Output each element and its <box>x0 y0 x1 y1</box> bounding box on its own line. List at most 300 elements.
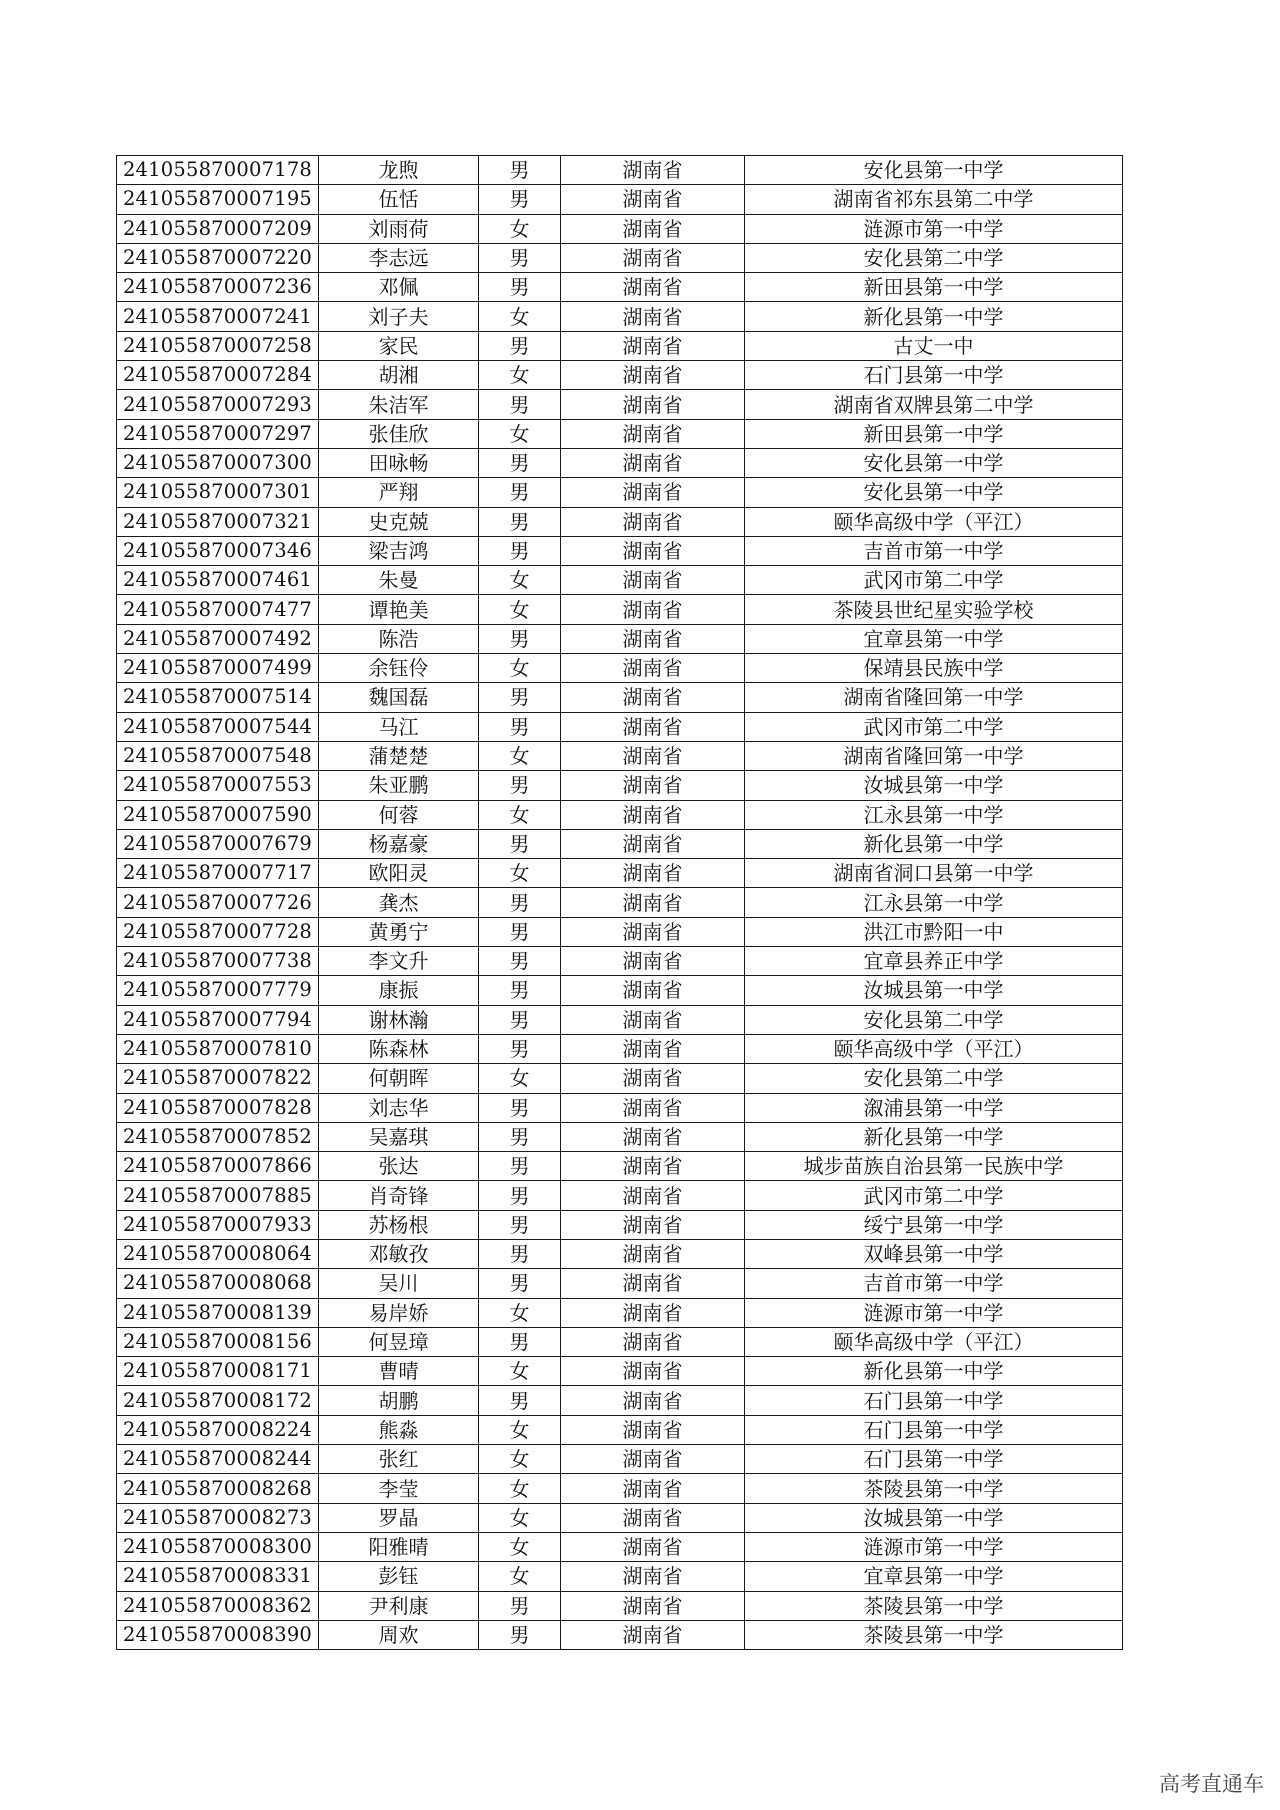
exam-id-cell: 241055870008171 <box>117 1357 319 1386</box>
exam-id-cell: 241055870008273 <box>117 1503 319 1532</box>
student-roster-table <box>116 155 1123 1650</box>
exam-id-cell: 241055870007477 <box>117 595 319 624</box>
table-row <box>117 536 1123 565</box>
table-row <box>117 1532 1123 1561</box>
school-cell: 茶陵县第一中学 <box>745 1620 1123 1649</box>
name-cell: 何昱璋 <box>319 1327 479 1356</box>
gender-cell: 男 <box>479 507 561 536</box>
gender-cell: 男 <box>479 1386 561 1415</box>
gender-cell: 男 <box>479 1152 561 1181</box>
name-cell: 易岸娇 <box>319 1298 479 1327</box>
province-cell: 湖南省 <box>561 1357 745 1386</box>
exam-id-cell: 241055870007284 <box>117 361 319 390</box>
province-cell: 湖南省 <box>561 771 745 800</box>
province-cell: 湖南省 <box>561 1005 745 1034</box>
gender-cell: 男 <box>479 273 561 302</box>
gender-cell: 女 <box>479 566 561 595</box>
school-cell: 城步苗族自治县第一民族中学 <box>745 1152 1123 1181</box>
school-cell: 新化县第一中学 <box>745 1357 1123 1386</box>
gender-cell: 男 <box>479 156 561 185</box>
gender-cell: 男 <box>479 1239 561 1268</box>
school-cell: 涟源市第一中学 <box>745 1298 1123 1327</box>
name-cell: 吴川 <box>319 1269 479 1298</box>
school-cell: 颐华高级中学（平江） <box>745 1327 1123 1356</box>
exam-id-cell: 241055870007300 <box>117 448 319 477</box>
gender-cell: 男 <box>479 712 561 741</box>
province-cell: 湖南省 <box>561 1562 745 1591</box>
gender-cell: 女 <box>479 1415 561 1444</box>
exam-id-cell: 241055870007544 <box>117 712 319 741</box>
exam-id-cell: 241055870007794 <box>117 1005 319 1034</box>
province-cell: 湖南省 <box>561 536 745 565</box>
school-cell: 宜章县第一中学 <box>745 624 1123 653</box>
province-cell: 湖南省 <box>561 1034 745 1063</box>
table-row <box>117 1152 1123 1181</box>
name-cell: 朱亚鹏 <box>319 771 479 800</box>
exam-id-cell: 241055870008064 <box>117 1239 319 1268</box>
province-cell: 湖南省 <box>561 478 745 507</box>
table-row <box>117 302 1123 331</box>
table-row <box>117 741 1123 770</box>
name-cell: 陈森林 <box>319 1034 479 1063</box>
gender-cell: 女 <box>479 419 561 448</box>
name-cell: 康振 <box>319 976 479 1005</box>
school-cell: 江永县第一中学 <box>745 888 1123 917</box>
school-cell: 湖南省双牌县第二中学 <box>745 390 1123 419</box>
name-cell: 李志远 <box>319 243 479 272</box>
table-row <box>117 331 1123 360</box>
province-cell: 湖南省 <box>561 976 745 1005</box>
province-cell: 湖南省 <box>561 1122 745 1151</box>
province-cell: 湖南省 <box>561 595 745 624</box>
table-row <box>117 976 1123 1005</box>
table-row <box>117 1591 1123 1620</box>
gender-cell: 男 <box>479 624 561 653</box>
gender-cell: 男 <box>479 390 561 419</box>
school-cell: 安化县第一中学 <box>745 156 1123 185</box>
table-row <box>117 1298 1123 1327</box>
gender-cell: 男 <box>479 1005 561 1034</box>
table-row <box>117 1181 1123 1210</box>
table-row <box>117 712 1123 741</box>
watermark-text: 高考直通车 <box>1159 1772 1264 1796</box>
table-row <box>117 800 1123 829</box>
province-cell: 湖南省 <box>561 1181 745 1210</box>
exam-id-cell: 241055870007779 <box>117 976 319 1005</box>
name-cell: 谭艳美 <box>319 595 479 624</box>
table-row <box>117 1357 1123 1386</box>
table-row <box>117 156 1123 185</box>
school-cell: 安化县第一中学 <box>745 478 1123 507</box>
gender-cell: 男 <box>479 1093 561 1122</box>
gender-cell: 男 <box>479 947 561 976</box>
gender-cell: 女 <box>479 1064 561 1093</box>
table-row <box>117 214 1123 243</box>
name-cell: 陈浩 <box>319 624 479 653</box>
school-cell: 涟源市第一中学 <box>745 214 1123 243</box>
table-row <box>117 829 1123 858</box>
name-cell: 李莹 <box>319 1474 479 1503</box>
exam-id-cell: 241055870007726 <box>117 888 319 917</box>
name-cell: 张佳欣 <box>319 419 479 448</box>
exam-id-cell: 241055870007236 <box>117 273 319 302</box>
province-cell: 湖南省 <box>561 712 745 741</box>
exam-id-cell: 241055870007852 <box>117 1122 319 1151</box>
gender-cell: 男 <box>479 683 561 712</box>
province-cell: 湖南省 <box>561 1503 745 1532</box>
province-cell: 湖南省 <box>561 1591 745 1620</box>
province-cell: 湖南省 <box>561 507 745 536</box>
gender-cell: 男 <box>479 448 561 477</box>
gender-cell: 男 <box>479 1327 561 1356</box>
province-cell: 湖南省 <box>561 1239 745 1268</box>
name-cell: 家民 <box>319 331 479 360</box>
name-cell: 何朝晖 <box>319 1064 479 1093</box>
name-cell: 杨嘉豪 <box>319 829 479 858</box>
province-cell: 湖南省 <box>561 1532 745 1561</box>
exam-id-cell: 241055870007209 <box>117 214 319 243</box>
province-cell: 湖南省 <box>561 302 745 331</box>
table-row <box>117 185 1123 214</box>
table-row <box>117 1327 1123 1356</box>
table-row <box>117 947 1123 976</box>
gender-cell: 女 <box>479 1357 561 1386</box>
table-row <box>117 595 1123 624</box>
name-cell: 伍恬 <box>319 185 479 214</box>
exam-id-cell: 241055870007885 <box>117 1181 319 1210</box>
exam-id-cell: 241055870007492 <box>117 624 319 653</box>
province-cell: 湖南省 <box>561 1064 745 1093</box>
province-cell: 湖南省 <box>561 624 745 653</box>
province-cell: 湖南省 <box>561 888 745 917</box>
name-cell: 肖奇锋 <box>319 1181 479 1210</box>
table-row <box>117 243 1123 272</box>
table-row <box>117 1562 1123 1591</box>
gender-cell: 女 <box>479 1445 561 1474</box>
province-cell: 湖南省 <box>561 566 745 595</box>
school-cell: 颐华高级中学（平江） <box>745 1034 1123 1063</box>
name-cell: 彭钰 <box>319 1562 479 1591</box>
name-cell: 张达 <box>319 1152 479 1181</box>
province-cell: 湖南省 <box>561 1415 745 1444</box>
exam-id-cell: 241055870007297 <box>117 419 319 448</box>
school-cell: 汝城县第一中学 <box>745 1503 1123 1532</box>
gender-cell: 男 <box>479 478 561 507</box>
name-cell: 阳雅晴 <box>319 1532 479 1561</box>
school-cell: 安化县第二中学 <box>745 243 1123 272</box>
province-cell: 湖南省 <box>561 1474 745 1503</box>
school-cell: 宜章县养正中学 <box>745 947 1123 976</box>
school-cell: 双峰县第一中学 <box>745 1239 1123 1268</box>
name-cell: 余钰伶 <box>319 654 479 683</box>
gender-cell: 男 <box>479 1122 561 1151</box>
province-cell: 湖南省 <box>561 654 745 683</box>
name-cell: 何蓉 <box>319 800 479 829</box>
school-cell: 茶陵县第一中学 <box>745 1591 1123 1620</box>
school-cell: 新化县第一中学 <box>745 1122 1123 1151</box>
gender-cell: 男 <box>479 536 561 565</box>
school-cell: 绥宁县第一中学 <box>745 1210 1123 1239</box>
name-cell: 邓佩 <box>319 273 479 302</box>
table-row <box>117 771 1123 800</box>
gender-cell: 女 <box>479 302 561 331</box>
gender-cell: 男 <box>479 1591 561 1620</box>
table-row <box>117 1269 1123 1298</box>
name-cell: 刘志华 <box>319 1093 479 1122</box>
gender-cell: 女 <box>479 1298 561 1327</box>
gender-cell: 男 <box>479 829 561 858</box>
exam-id-cell: 241055870007461 <box>117 566 319 595</box>
name-cell: 朱洁军 <box>319 390 479 419</box>
province-cell: 湖南省 <box>561 1620 745 1649</box>
school-cell: 安化县第一中学 <box>745 448 1123 477</box>
table-row <box>117 1445 1123 1474</box>
table-row <box>117 566 1123 595</box>
gender-cell: 男 <box>479 243 561 272</box>
name-cell: 熊淼 <box>319 1415 479 1444</box>
province-cell: 湖南省 <box>561 1210 745 1239</box>
province-cell: 湖南省 <box>561 1386 745 1415</box>
table-row <box>117 507 1123 536</box>
gender-cell: 男 <box>479 331 561 360</box>
school-cell: 颐华高级中学（平江） <box>745 507 1123 536</box>
name-cell: 周欢 <box>319 1620 479 1649</box>
gender-cell: 女 <box>479 859 561 888</box>
name-cell: 蒲楚楚 <box>319 741 479 770</box>
exam-id-cell: 241055870007548 <box>117 741 319 770</box>
exam-id-cell: 241055870007321 <box>117 507 319 536</box>
exam-id-cell: 241055870007728 <box>117 917 319 946</box>
name-cell: 刘雨荷 <box>319 214 479 243</box>
school-cell: 石门县第一中学 <box>745 1445 1123 1474</box>
exam-id-cell: 241055870007866 <box>117 1152 319 1181</box>
gender-cell: 女 <box>479 1503 561 1532</box>
province-cell: 湖南省 <box>561 859 745 888</box>
school-cell: 汝城县第一中学 <box>745 771 1123 800</box>
name-cell: 苏杨根 <box>319 1210 479 1239</box>
exam-id-cell: 241055870007553 <box>117 771 319 800</box>
exam-id-cell: 241055870007220 <box>117 243 319 272</box>
province-cell: 湖南省 <box>561 273 745 302</box>
name-cell: 马江 <box>319 712 479 741</box>
school-cell: 安化县第二中学 <box>745 1064 1123 1093</box>
name-cell: 梁吉鸿 <box>319 536 479 565</box>
school-cell: 武冈市第二中学 <box>745 712 1123 741</box>
school-cell: 新化县第一中学 <box>745 302 1123 331</box>
table-row <box>117 448 1123 477</box>
school-cell: 武冈市第二中学 <box>745 566 1123 595</box>
exam-id-cell: 241055870007933 <box>117 1210 319 1239</box>
name-cell: 吴嘉琪 <box>319 1122 479 1151</box>
name-cell: 尹利康 <box>319 1591 479 1620</box>
province-cell: 湖南省 <box>561 243 745 272</box>
school-cell: 江永县第一中学 <box>745 800 1123 829</box>
table-row <box>117 1620 1123 1649</box>
table-row <box>117 478 1123 507</box>
exam-id-cell: 241055870008390 <box>117 1620 319 1649</box>
school-cell: 湖南省隆回第一中学 <box>745 741 1123 770</box>
name-cell: 张红 <box>319 1445 479 1474</box>
exam-id-cell: 241055870007258 <box>117 331 319 360</box>
exam-id-cell: 241055870008139 <box>117 1298 319 1327</box>
gender-cell: 男 <box>479 1269 561 1298</box>
table-row <box>117 1122 1123 1151</box>
school-cell: 新田县第一中学 <box>745 273 1123 302</box>
gender-cell: 女 <box>479 595 561 624</box>
table-row <box>117 1415 1123 1444</box>
province-cell: 湖南省 <box>561 214 745 243</box>
gender-cell: 男 <box>479 888 561 917</box>
name-cell: 邓敏孜 <box>319 1239 479 1268</box>
name-cell: 田咏畅 <box>319 448 479 477</box>
gender-cell: 女 <box>479 1562 561 1591</box>
school-cell: 宜章县第一中学 <box>745 1562 1123 1591</box>
table-row <box>117 859 1123 888</box>
province-cell: 湖南省 <box>561 419 745 448</box>
gender-cell: 男 <box>479 1181 561 1210</box>
table-row <box>117 361 1123 390</box>
table-row <box>117 1503 1123 1532</box>
gender-cell: 女 <box>479 1532 561 1561</box>
school-cell: 武冈市第二中学 <box>745 1181 1123 1210</box>
exam-id-cell: 241055870008331 <box>117 1562 319 1591</box>
province-cell: 湖南省 <box>561 1445 745 1474</box>
name-cell: 史克兢 <box>319 507 479 536</box>
name-cell: 魏国磊 <box>319 683 479 712</box>
name-cell: 欧阳灵 <box>319 859 479 888</box>
table-row <box>117 624 1123 653</box>
school-cell: 吉首市第一中学 <box>745 536 1123 565</box>
gender-cell: 男 <box>479 1620 561 1649</box>
school-cell: 新田县第一中学 <box>745 419 1123 448</box>
name-cell: 谢林瀚 <box>319 1005 479 1034</box>
province-cell: 湖南省 <box>561 1152 745 1181</box>
gender-cell: 男 <box>479 1034 561 1063</box>
name-cell: 李文升 <box>319 947 479 976</box>
school-cell: 保靖县民族中学 <box>745 654 1123 683</box>
gender-cell: 女 <box>479 654 561 683</box>
province-cell: 湖南省 <box>561 448 745 477</box>
table-row <box>117 390 1123 419</box>
exam-id-cell: 241055870007810 <box>117 1034 319 1063</box>
exam-id-cell: 241055870007241 <box>117 302 319 331</box>
exam-id-cell: 241055870007514 <box>117 683 319 712</box>
province-cell: 湖南省 <box>561 829 745 858</box>
table-row <box>117 273 1123 302</box>
gender-cell: 女 <box>479 214 561 243</box>
province-cell: 湖南省 <box>561 361 745 390</box>
province-cell: 湖南省 <box>561 390 745 419</box>
gender-cell: 女 <box>479 361 561 390</box>
exam-id-cell: 241055870007301 <box>117 478 319 507</box>
table-row <box>117 1093 1123 1122</box>
exam-id-cell: 241055870008268 <box>117 1474 319 1503</box>
exam-id-cell: 241055870008172 <box>117 1386 319 1415</box>
exam-id-cell: 241055870007717 <box>117 859 319 888</box>
gender-cell: 男 <box>479 1210 561 1239</box>
exam-id-cell: 241055870007293 <box>117 390 319 419</box>
school-cell: 新化县第一中学 <box>745 829 1123 858</box>
table-row <box>117 1474 1123 1503</box>
gender-cell: 女 <box>479 800 561 829</box>
gender-cell: 男 <box>479 917 561 946</box>
school-cell: 洪江市黔阳一中 <box>745 917 1123 946</box>
table-row <box>117 1386 1123 1415</box>
school-cell: 安化县第二中学 <box>745 1005 1123 1034</box>
name-cell: 胡鹏 <box>319 1386 479 1415</box>
table-row <box>117 1034 1123 1063</box>
gender-cell: 女 <box>479 1474 561 1503</box>
school-cell: 石门县第一中学 <box>745 361 1123 390</box>
table-row <box>117 1210 1123 1239</box>
exam-id-cell: 241055870007738 <box>117 947 319 976</box>
school-cell: 汝城县第一中学 <box>745 976 1123 1005</box>
school-cell: 石门县第一中学 <box>745 1415 1123 1444</box>
name-cell: 龙煦 <box>319 156 479 185</box>
name-cell: 罗晶 <box>319 1503 479 1532</box>
exam-id-cell: 241055870007828 <box>117 1093 319 1122</box>
gender-cell: 女 <box>479 741 561 770</box>
school-cell: 湖南省祁东县第二中学 <box>745 185 1123 214</box>
name-cell: 朱曼 <box>319 566 479 595</box>
exam-id-cell: 241055870008068 <box>117 1269 319 1298</box>
school-cell: 石门县第一中学 <box>745 1386 1123 1415</box>
table-row <box>117 419 1123 448</box>
exam-id-cell: 241055870008244 <box>117 1445 319 1474</box>
exam-id-cell: 241055870007679 <box>117 829 319 858</box>
school-cell: 古丈一中 <box>745 331 1123 360</box>
exam-id-cell: 241055870007822 <box>117 1064 319 1093</box>
province-cell: 湖南省 <box>561 1298 745 1327</box>
exam-id-cell: 241055870007178 <box>117 156 319 185</box>
exam-id-cell: 241055870007195 <box>117 185 319 214</box>
province-cell: 湖南省 <box>561 1269 745 1298</box>
province-cell: 湖南省 <box>561 683 745 712</box>
school-cell: 溆浦县第一中学 <box>745 1093 1123 1122</box>
exam-id-cell: 241055870007346 <box>117 536 319 565</box>
name-cell: 严翔 <box>319 478 479 507</box>
roster-body <box>117 156 1123 1650</box>
name-cell: 胡湘 <box>319 361 479 390</box>
exam-id-cell: 241055870007499 <box>117 654 319 683</box>
table-row <box>117 1005 1123 1034</box>
table-row <box>117 1239 1123 1268</box>
school-cell: 涟源市第一中学 <box>745 1532 1123 1561</box>
province-cell: 湖南省 <box>561 1327 745 1356</box>
table-row <box>117 1064 1123 1093</box>
province-cell: 湖南省 <box>561 800 745 829</box>
school-cell: 湖南省隆回第一中学 <box>745 683 1123 712</box>
exam-id-cell: 241055870008362 <box>117 1591 319 1620</box>
gender-cell: 男 <box>479 771 561 800</box>
province-cell: 湖南省 <box>561 741 745 770</box>
exam-id-cell: 241055870008224 <box>117 1415 319 1444</box>
province-cell: 湖南省 <box>561 331 745 360</box>
province-cell: 湖南省 <box>561 947 745 976</box>
province-cell: 湖南省 <box>561 917 745 946</box>
gender-cell: 男 <box>479 185 561 214</box>
table-row <box>117 683 1123 712</box>
name-cell: 曹晴 <box>319 1357 479 1386</box>
school-cell: 茶陵县第一中学 <box>745 1474 1123 1503</box>
exam-id-cell: 241055870007590 <box>117 800 319 829</box>
school-cell: 吉首市第一中学 <box>745 1269 1123 1298</box>
table-row <box>117 888 1123 917</box>
name-cell: 刘子夫 <box>319 302 479 331</box>
school-cell: 茶陵县世纪星实验学校 <box>745 595 1123 624</box>
province-cell: 湖南省 <box>561 185 745 214</box>
exam-id-cell: 241055870008300 <box>117 1532 319 1561</box>
